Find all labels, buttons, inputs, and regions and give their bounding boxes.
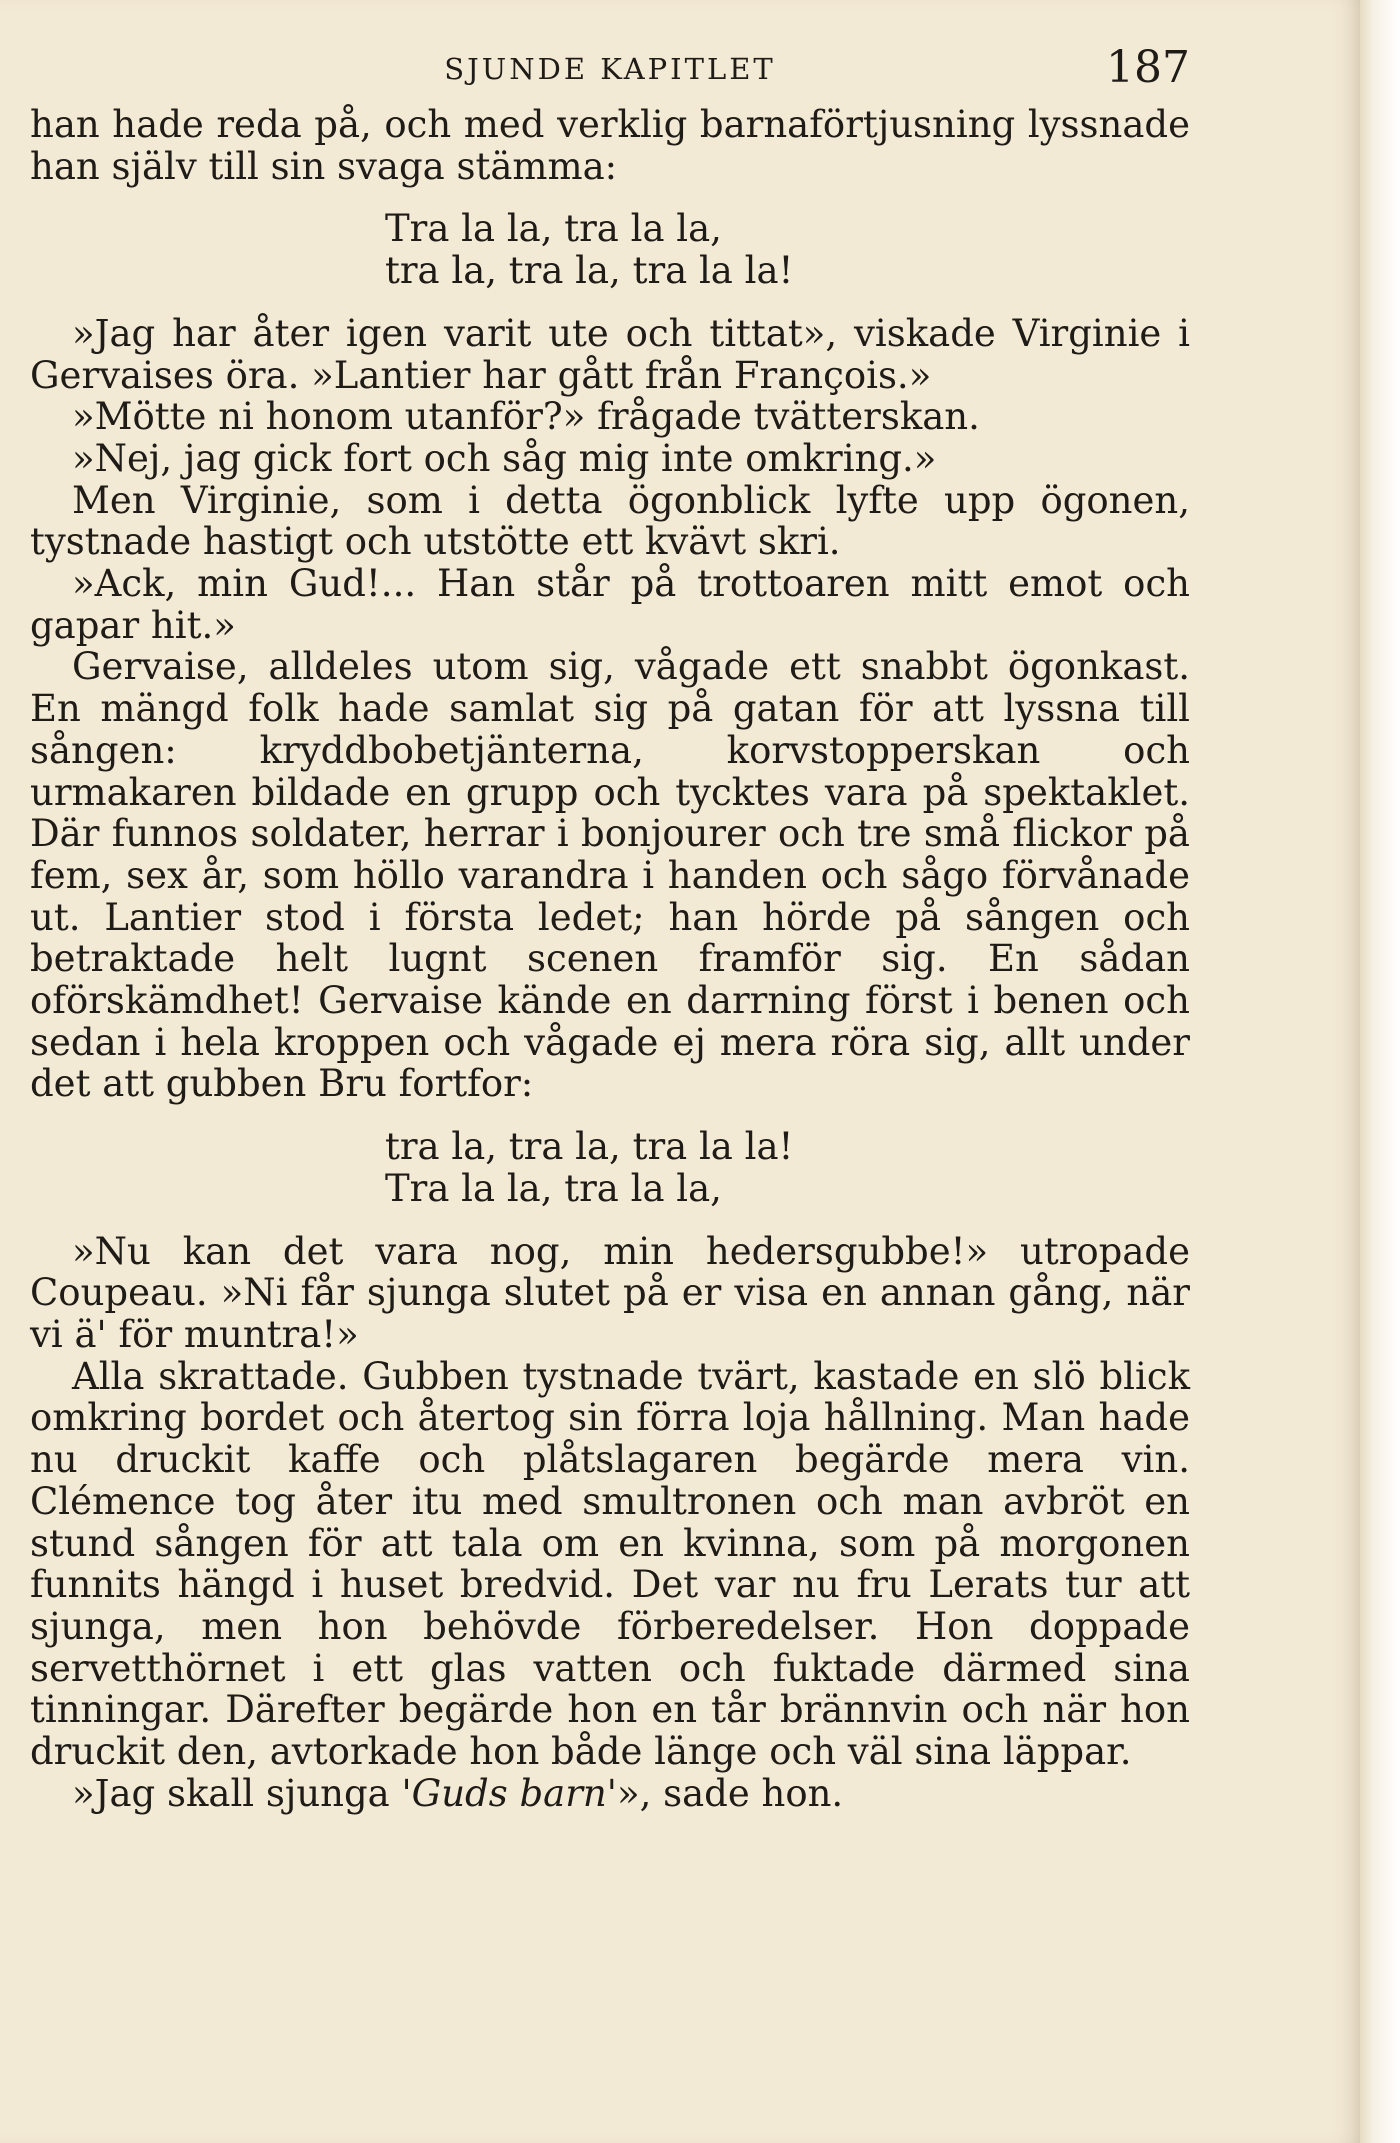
paragraph-4: »Nej, jag gick fort och såg mig inte omkring.» — [72, 436, 937, 480]
paragraph-9: Alla skrattade. Gubben tystnade tvärt, kastade en slö blick omkring bordet och återtog sin förra loja hållning. Man hade nu druckit kaffe och plåtslagaren begärde mera vin. Clémence tog åter itu med smultronen och man avbröt en stund sången för att tala om en kvinna, som på morgonen funnits hängd i huset bredvid. Det var nu fru Lerats tur att sjunga, men hon behövde förberedelser. Hon doppade servetthörnet i ett glas vatten och fuktade därmed sina tinningar. Därefter begärde hon en tår brännvin och när hon druckit den, avtorkade hon både länge och väl sina läppar. — [30, 1354, 1190, 1774]
paragraph-3: »Mötte ni honom utanför?» frågade tvätterskan. — [72, 395, 980, 439]
paragraph-5: Men Virginie, som i detta ögonblick lyfte upp ögonen, tystnade hastigt och utstötte ett kvävt skri. — [30, 478, 1190, 564]
paragraph-7: Gervaise, alldeles utom sig, vågade ett snabbt ögonkast. En mängd folk hade samlat sig på gatan för att lyssna till sången: kryddbobetjänterna, korvstopperskan och urmakaren bildade en grupp och tycktes vara på spektaklet. Där funnos soldater, herrar i bonjourer och tre små flickor på fem, sex år, som höllo varandra i handen och sågo förvånade ut. Lantier stod i första ledet; han hörde på sången och betraktade helt lugnt scenen framför sig. En sådan oförskämdhet! Gervaise kände en darrning först i benen och sedan i hela kroppen och vågade ej mera röra sig, allt under det att gubben Bru fortfor: — [30, 645, 1190, 1106]
verse-line: tra la, tra la, tra la la! — [385, 1125, 794, 1169]
paragraph-1: han hade reda på, och med verklig barnaförtjusning lyssnade han själv till sin svaga stämma: — [30, 103, 1190, 188]
verse-line: Tra la la, tra la la, — [385, 1166, 722, 1210]
page-number: 187 — [1106, 42, 1190, 93]
text-run: »Jag skall sjunga — [72, 1771, 402, 1815]
paragraph-6: »Ack, min Gud!... Han står på trottoaren mitt emot och gapar hit.» — [30, 562, 1190, 647]
running-title: SJUNDE KAPITLET — [444, 52, 776, 86]
song-title: 'Guds barn' — [401, 1771, 617, 1815]
verse-1 — [385, 208, 1190, 291]
verse-line: Tra la la, tra la la, — [385, 207, 722, 251]
text-run: », sade hon. — [616, 1771, 844, 1815]
verse-2 — [385, 1126, 1190, 1209]
body-text — [30, 104, 1190, 1814]
page-edge — [1360, 0, 1400, 2143]
verse-line: tra la, tra la, tra la la! — [385, 249, 794, 293]
page-header — [30, 38, 1190, 98]
paragraph-2: »Jag har åter igen varit ute och tittat», viskade Virginie i Gervaises öra. »Lantier har gått från François.» — [30, 311, 1190, 397]
paragraph-10 — [30, 1773, 1190, 1815]
paragraph-8: »Nu kan det vara nog, min hedersgubbe!» utropade Coupeau. »Ni får sjunga slutet på er visa en annan gång, när vi ä' för muntra!» — [30, 1229, 1190, 1356]
